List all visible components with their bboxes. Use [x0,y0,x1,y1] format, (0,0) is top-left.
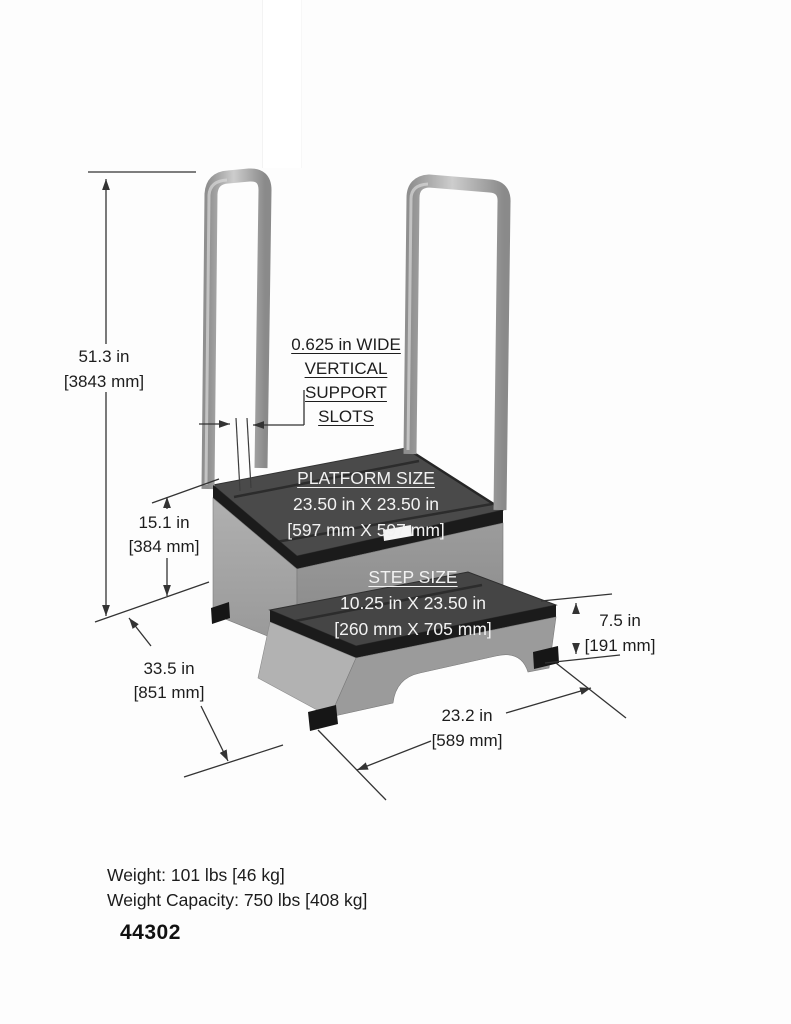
support-slots-line2: VERTICAL [304,359,388,378]
depth-metric: [851 mm] [133,683,205,702]
step-size-imperial: 10.25 in X 23.50 in [340,593,486,613]
support-slots-line1: 0.625 in WIDE [291,335,401,354]
platform-height-imperial: 15.1 in [138,513,190,532]
step-size-callout [334,564,492,642]
platform-size-imperial: 23.50 in X 23.50 in [293,494,439,514]
step-stool-illustration [206,175,559,731]
base-width-extension-right [556,663,626,718]
support-slots-line4: SLOTS [318,407,374,426]
overall-height-label [64,344,144,394]
base-width-dim-right [506,688,591,713]
base-width-metric: [589 mm] [431,731,503,750]
platform-height-extension-line [152,479,219,503]
step-size-title: STEP SIZE [368,567,458,587]
platform-size-metric: [597 mm X 597 mm] [287,520,445,540]
depth-imperial: 33.5 in [143,659,195,678]
step-height-label [585,608,656,658]
spec-footer [107,863,367,913]
step-height-metric: [191 mm] [584,636,656,655]
platform-size-title: PLATFORM SIZE [297,468,435,488]
step-foot-left [308,705,338,731]
depth-dim-upper [129,618,151,646]
platform-height-label [129,511,200,559]
handrail-left [208,175,265,489]
depth-dim-lower [201,706,228,761]
weight-capacity-text: Weight Capacity: 750 lbs [408 kg] [107,890,368,910]
depth-baseline-front [184,745,283,777]
base-width-extension-left [318,730,386,800]
base-width-label [432,703,503,753]
weight-text: Weight: 101 lbs [46 kg] [107,865,285,885]
overall-height-imperial: 51.3 in [78,347,130,366]
model-number: 44302 [120,921,181,944]
depth-label [134,657,205,705]
base-width-imperial: 23.2 in [441,706,493,725]
step-size-metric: [260 mm X 705 mm] [334,619,492,639]
step-height-extension-top [541,594,612,601]
overall-height-metric: [3843 mm] [63,372,145,391]
base-width-dim-left [357,741,431,770]
step-height-imperial: 7.5 in [599,611,641,630]
support-slot-line-2 [247,418,251,488]
support-slots-callout [291,333,401,429]
platform-height-metric: [384 mm] [128,537,200,556]
platform-size-callout [287,465,445,543]
depth-baseline-rear [95,582,209,622]
support-slots-line3: SUPPORT [305,383,387,402]
